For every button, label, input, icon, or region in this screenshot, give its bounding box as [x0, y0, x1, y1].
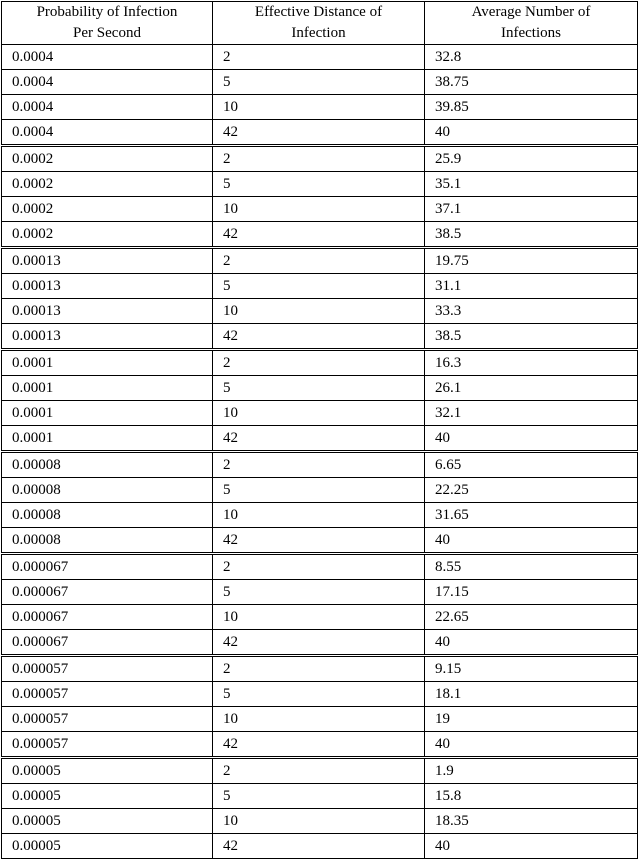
cell-distance: 2 — [213, 45, 425, 70]
header-probability-line-1: Probability of Infection — [36, 4, 178, 20]
cell-average: 6.65 — [425, 452, 638, 478]
table-row — [2, 350, 638, 376]
cell-distance: 2 — [213, 554, 425, 580]
cell-distance: 5 — [213, 682, 425, 707]
table-row — [2, 656, 638, 682]
cell-average: 26.1 — [425, 376, 638, 401]
table-row — [2, 682, 638, 707]
table-row — [2, 401, 638, 426]
cell-distance: 5 — [213, 274, 425, 299]
cell-average: 8.55 — [425, 554, 638, 580]
header-distance — [213, 2, 425, 45]
cell-average: 38.5 — [425, 222, 638, 248]
table-body — [2, 45, 638, 859]
cell-probability: 0.00005 — [2, 809, 213, 834]
table-row — [2, 528, 638, 554]
table-row — [2, 376, 638, 401]
cell-distance: 5 — [213, 580, 425, 605]
cell-average: 40 — [425, 528, 638, 554]
cell-probability: 0.0004 — [2, 120, 213, 146]
cell-average: 22.65 — [425, 605, 638, 630]
cell-average: 19 — [425, 707, 638, 732]
cell-average: 39.85 — [425, 95, 638, 120]
table-row — [2, 707, 638, 732]
cell-average: 17.15 — [425, 580, 638, 605]
cell-distance: 10 — [213, 401, 425, 426]
table-row — [2, 809, 638, 834]
cell-distance: 10 — [213, 809, 425, 834]
cell-probability: 0.000057 — [2, 682, 213, 707]
cell-probability: 0.0001 — [2, 350, 213, 376]
cell-probability: 0.0002 — [2, 197, 213, 222]
cell-probability: 0.0001 — [2, 401, 213, 426]
cell-average: 40 — [425, 426, 638, 452]
table-row — [2, 172, 638, 197]
table-row — [2, 758, 638, 784]
cell-average: 40 — [425, 120, 638, 146]
cell-distance: 10 — [213, 197, 425, 222]
cell-average: 40 — [425, 834, 638, 859]
cell-probability: 0.00013 — [2, 248, 213, 274]
cell-average: 16.3 — [425, 350, 638, 376]
cell-distance: 2 — [213, 248, 425, 274]
header-distance-line-2: Infection — [291, 25, 346, 41]
cell-probability: 0.00005 — [2, 784, 213, 809]
cell-distance: 42 — [213, 120, 425, 146]
cell-distance: 2 — [213, 350, 425, 376]
cell-probability: 0.00005 — [2, 834, 213, 859]
cell-distance: 42 — [213, 630, 425, 656]
cell-distance: 10 — [213, 503, 425, 528]
cell-probability: 0.00008 — [2, 478, 213, 503]
table-row — [2, 324, 638, 350]
cell-average: 40 — [425, 732, 638, 758]
table-row — [2, 70, 638, 95]
cell-probability: 0.00013 — [2, 299, 213, 324]
cell-distance: 42 — [213, 426, 425, 452]
header-probability-line-2: Per Second — [73, 25, 141, 41]
cell-average: 32.8 — [425, 45, 638, 70]
table-row — [2, 197, 638, 222]
cell-distance: 2 — [213, 656, 425, 682]
cell-probability: 0.00008 — [2, 528, 213, 554]
cell-probability: 0.00005 — [2, 758, 213, 784]
table-row — [2, 478, 638, 503]
table-row — [2, 146, 638, 172]
table-row — [2, 554, 638, 580]
table-row — [2, 299, 638, 324]
table-row — [2, 732, 638, 758]
cell-distance: 42 — [213, 324, 425, 350]
cell-average: 33.3 — [425, 299, 638, 324]
cell-distance: 10 — [213, 299, 425, 324]
cell-average: 18.1 — [425, 682, 638, 707]
table-row — [2, 45, 638, 70]
cell-probability: 0.000067 — [2, 630, 213, 656]
cell-distance: 42 — [213, 528, 425, 554]
table-row — [2, 274, 638, 299]
table-row — [2, 503, 638, 528]
cell-probability: 0.00013 — [2, 324, 213, 350]
header-distance-line-1: Effective Distance of — [254, 4, 383, 20]
cell-average: 35.1 — [425, 172, 638, 197]
cell-probability: 0.0001 — [2, 426, 213, 452]
cell-probability: 0.000057 — [2, 707, 213, 732]
cell-average: 38.5 — [425, 324, 638, 350]
header-average-line-1: Average Number of — [471, 4, 591, 20]
header-average-line-2: Infections — [501, 25, 561, 41]
cell-average: 9.15 — [425, 656, 638, 682]
cell-probability: 0.0002 — [2, 222, 213, 248]
table-row — [2, 784, 638, 809]
table-row — [2, 605, 638, 630]
cell-distance: 5 — [213, 70, 425, 95]
cell-probability: 0.0004 — [2, 95, 213, 120]
cell-probability: 0.00013 — [2, 274, 213, 299]
table-row — [2, 630, 638, 656]
cell-distance: 42 — [213, 222, 425, 248]
cell-probability: 0.0002 — [2, 172, 213, 197]
cell-probability: 0.000067 — [2, 580, 213, 605]
cell-average: 1.9 — [425, 758, 638, 784]
cell-distance: 10 — [213, 95, 425, 120]
cell-distance: 5 — [213, 478, 425, 503]
cell-distance: 2 — [213, 758, 425, 784]
cell-probability: 0.00008 — [2, 503, 213, 528]
infection-results-table — [1, 1, 638, 859]
cell-probability: 0.000057 — [2, 656, 213, 682]
table-row — [2, 426, 638, 452]
cell-average: 37.1 — [425, 197, 638, 222]
cell-probability: 0.000067 — [2, 554, 213, 580]
cell-average: 40 — [425, 630, 638, 656]
cell-average: 15.8 — [425, 784, 638, 809]
cell-average: 19.75 — [425, 248, 638, 274]
cell-probability: 0.000067 — [2, 605, 213, 630]
table-row — [2, 452, 638, 478]
cell-average: 22.25 — [425, 478, 638, 503]
header-row — [2, 2, 638, 45]
table-row — [2, 222, 638, 248]
cell-probability: 0.0004 — [2, 70, 213, 95]
cell-average: 31.65 — [425, 503, 638, 528]
cell-average: 38.75 — [425, 70, 638, 95]
table-row — [2, 120, 638, 146]
header-probability — [2, 2, 213, 45]
cell-probability: 0.00008 — [2, 452, 213, 478]
cell-distance: 5 — [213, 172, 425, 197]
table-row — [2, 95, 638, 120]
cell-distance: 10 — [213, 605, 425, 630]
table-row — [2, 248, 638, 274]
cell-distance: 10 — [213, 707, 425, 732]
cell-probability: 0.0004 — [2, 45, 213, 70]
header-average — [425, 2, 638, 45]
cell-distance: 2 — [213, 146, 425, 172]
table-row — [2, 580, 638, 605]
cell-probability: 0.000057 — [2, 732, 213, 758]
cell-distance: 42 — [213, 732, 425, 758]
cell-average: 31.1 — [425, 274, 638, 299]
cell-distance: 42 — [213, 834, 425, 859]
cell-probability: 0.0002 — [2, 146, 213, 172]
cell-average: 25.9 — [425, 146, 638, 172]
cell-probability: 0.0001 — [2, 376, 213, 401]
cell-distance: 5 — [213, 784, 425, 809]
table-row — [2, 834, 638, 859]
cell-average: 32.1 — [425, 401, 638, 426]
cell-distance: 5 — [213, 376, 425, 401]
table-header — [2, 2, 638, 45]
cell-average: 18.35 — [425, 809, 638, 834]
cell-distance: 2 — [213, 452, 425, 478]
